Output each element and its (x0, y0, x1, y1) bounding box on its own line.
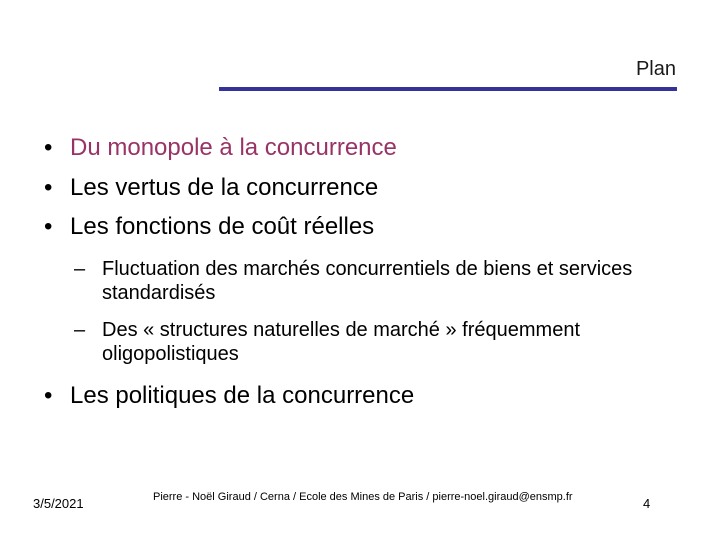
footer-author: Pierre - Noël Giraud / Cerna / Ecole des Mines de Paris / pierre-noel.giraud@ensmp.fr (153, 491, 573, 503)
bullet-marker: • (44, 213, 53, 240)
sub-bullet-text: Fluctuation des marchés concurrentiels de biens et services standardisés (102, 258, 633, 304)
bullet-marker: • (44, 134, 53, 161)
bullet-marker: • (44, 174, 53, 201)
sub-bullet-marker: – (74, 319, 86, 341)
bullet-text: Les vertus de la concurrence (70, 174, 379, 201)
bullet-text: Les fonctions de coût réelles (70, 213, 375, 240)
title-underline (219, 87, 677, 91)
page-number: 4 (643, 496, 651, 511)
bullet-text: Les politiques de la concurrence (70, 382, 415, 409)
sub-bullet-marker: – (74, 258, 86, 280)
sub-bullet-text: Des « structures naturelles de marché » fréquemment oligopolistiques (102, 319, 580, 365)
footer-date: 3/5/2021 (33, 496, 84, 511)
bullet-text: Du monopole à la concurrence (70, 134, 397, 161)
slide-title: Plan (635, 58, 676, 80)
bullet-marker: • (44, 382, 53, 409)
